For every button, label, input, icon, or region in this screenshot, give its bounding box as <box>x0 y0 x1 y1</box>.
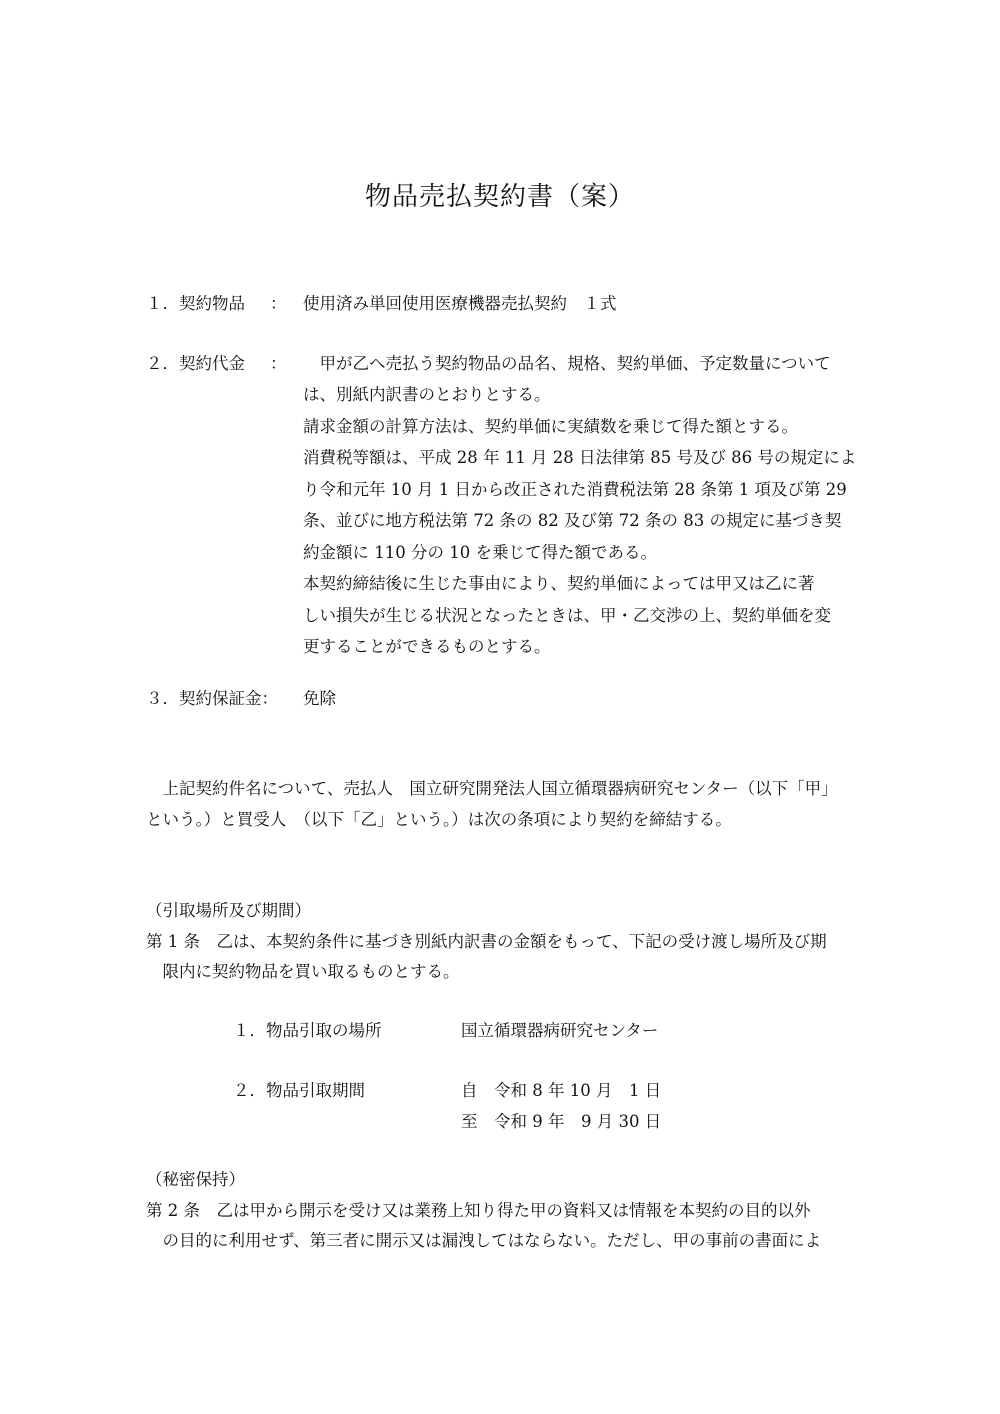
preamble-line-2: という。）と買受人 （以下「乙」という。）は次の条項により契約を締結する。 <box>146 810 732 829</box>
item-3-value: 免除 <box>303 689 336 708</box>
item-1-label: １．契約物品 <box>146 294 245 313</box>
article-1-heading: （引取場所及び期間） <box>146 901 311 920</box>
article-2-heading: （秘密保持） <box>146 1170 245 1189</box>
article-2-line-2: の目的に利用せず、第三者に開示又は漏洩してはならない。ただし、甲の事前の書面によ <box>146 1231 822 1250</box>
document-title: 物品売払契約書（案） <box>364 182 635 212</box>
price-line-10: 更することができるものとする。 <box>303 637 551 656</box>
price-line-2: は、別紙内訳書のとおりとする。 <box>303 385 551 404</box>
item-2-label: ２．契約代金 <box>146 354 245 373</box>
preamble-line-1: 上記契約件名について、売払人 国立研究開発法人国立循環器病研究センター（以下「甲」 <box>146 779 838 798</box>
price-line-3: 請求金額の計算方法は、契約単価に実績数を乗じて得た額とする。 <box>303 417 798 436</box>
price-line-6: 条、並びに地方税法第 72 条の 82 及び第 72 条の 83 の規定に基づき契 <box>303 511 842 530</box>
article-2-line-1: 第 2 条 乙は甲から開示を受け又は業務上知り得た甲の資料又は情報を本契約の目的以外 <box>146 1201 811 1220</box>
item-3-label: ３．契約保証金： <box>146 689 278 708</box>
pickup-place-label: １．物品引取の場所 <box>233 1021 382 1040</box>
article-1-line-1: 第 1 条 乙は、本契約条件に基づき別紙内訳書の金額をもって、下記の受け渡し場所及び期 <box>146 932 827 951</box>
item-2-colon: ： <box>270 354 287 373</box>
article-1-line-2: 限内に契約物品を買い取るものとする。 <box>146 962 460 981</box>
price-line-4: 消費税等額は、平成 28 年 11 月 28 日法律第 85 号及び 86 号の規定によ <box>303 448 857 467</box>
price-line-5: り令和元年 10 月 1 日から改正された消費税法第 28 条第 1 項及び第 29 <box>303 480 847 499</box>
pickup-period-from: 自 令和 8 年 10 月 1 日 <box>461 1081 662 1100</box>
price-line-9: しい損失が生じる状況となったときは、甲・乙交渉の上、契約単価を変 <box>303 606 831 625</box>
item-1-colon: ： <box>270 294 287 313</box>
pickup-period-label: ２．物品引取期間 <box>233 1081 365 1100</box>
pickup-period-to: 至 令和 9 年 9 月 30 日 <box>461 1112 662 1131</box>
price-line-1: 甲が乙へ売払う契約物品の品名、規格、契約単価、予定数量について <box>303 354 831 373</box>
price-line-7: 約金額に 110 分の 10 を乗じて得た額である。 <box>303 543 657 562</box>
price-line-8: 本契約締結後に生じた事由により、契約単価によっては甲又は乙に著 <box>303 574 815 593</box>
pickup-place-value: 国立循環器病研究センター <box>461 1021 659 1040</box>
item-1-value: 使用済み単回使用医療機器売払契約 １式 <box>303 294 617 313</box>
